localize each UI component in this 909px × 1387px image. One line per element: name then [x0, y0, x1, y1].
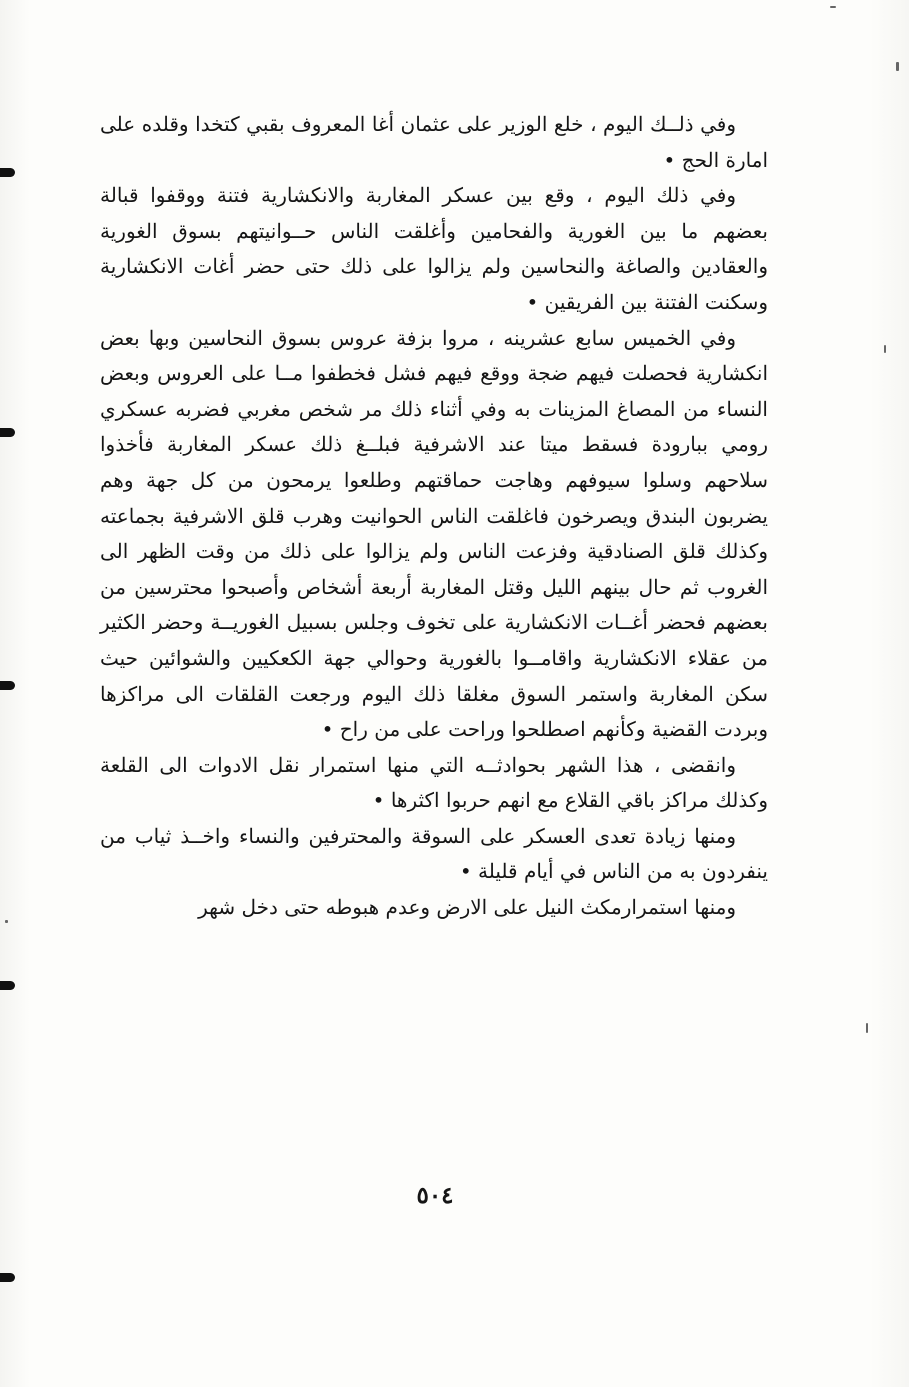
scan-speck [896, 62, 899, 71]
scan-speck [5, 920, 8, 923]
binding-hole-mark [0, 168, 15, 177]
scan-speck [884, 345, 886, 353]
paragraph-6: ومنها استمرارمكث النيل على الارض وعدم هبوطه حتى دخل شهر [198, 895, 736, 920]
paragraph-5: ومنها زيادة تعدى العسكر على السوقة والمحترفين والنساء واخــذ ثياب من ينفردون به من الناس في أيام قليلة • [100, 823, 768, 884]
scan-speck [866, 1023, 868, 1033]
paragraph-2: وفي ذلك اليوم ، وقع بين عسكر المغاربة والانكشارية فتنة ووقفوا قبالة بعضهم ما بين الغورية والفحامين وأغلقت الناس حــوانيتهم بسوق الغورية والعقادين والصاغة والنحاسين ولم يزالوا على ذلك حتى حضر أغات الانكشارية وسكنت الفتنة بين الفريقين • [100, 183, 768, 314]
binding-hole-mark [0, 1273, 15, 1282]
paragraph-3: وفي الخميس سابع عشرينه ، مروا بزفة عروس بسوق النحاسين وبها بعض انكشارية فحصلت فيهم ضجة ووقع فيهم فشل فخطفوا مــا على العروس وبعض النساء من المصاغ المزينات به وفي أثناء ذلك مر شخص مغربي فضربه عسكري رومي ببارودة فسقط ميتا عند الاشرفية فبلــغ ذلك عسكر المغاربة فأخذوا سلاحهم وسلوا سيوفهم وهاجت حماقتهم وطلعوا يرمحون من كل جهة وهم يضربون البندق ويصرخون فاغلقت الناس الحوانيت وهرب قلق الاشرفية بجماعته وكذلك قلق الصنادقية وفزعت الناس ولم يزالوا على ذلك من وقت الظهر الى الغروب ثم حال بينهم الليل وقتل المغاربة أربعة أشخاص وأصبحوا محترسين من بعضهم فحضر أغــات الانكشارية على تخوف وجلس بسبيل الغوريــة وحضر الكثير من عقلاء الانكشارية واقامــوا بالغورية وحوالي جهة الكعكيين والشوائين حيث سكن المغاربة واستمر السوق مغلقا ذلك اليوم ورجعت القلقات الى مراكزها وبردت القضية وكأنهم اصطلحوا وراحت على من راح • [100, 325, 769, 742]
binding-hole-mark [0, 981, 15, 990]
paragraph-4: وانقضى ، هذا الشهر بحوادثــه التي منها استمرار نقل الادوات الى القلعة وكذلك مراكز باقي القلاع مع انهم حربوا اكثرها • [100, 752, 768, 813]
binding-hole-mark [0, 428, 15, 437]
paragraph-1: وفي ذلــك اليوم ، خلع الوزير على عثمان أغا المعروف بقبي كتخدا وقلده على امارة الحج • [100, 112, 768, 172]
body-text [100, 107, 768, 926]
binding-hole-mark [0, 681, 15, 690]
scan-speck [830, 6, 836, 8]
page-number: ٥٠٤ [416, 1182, 454, 1209]
